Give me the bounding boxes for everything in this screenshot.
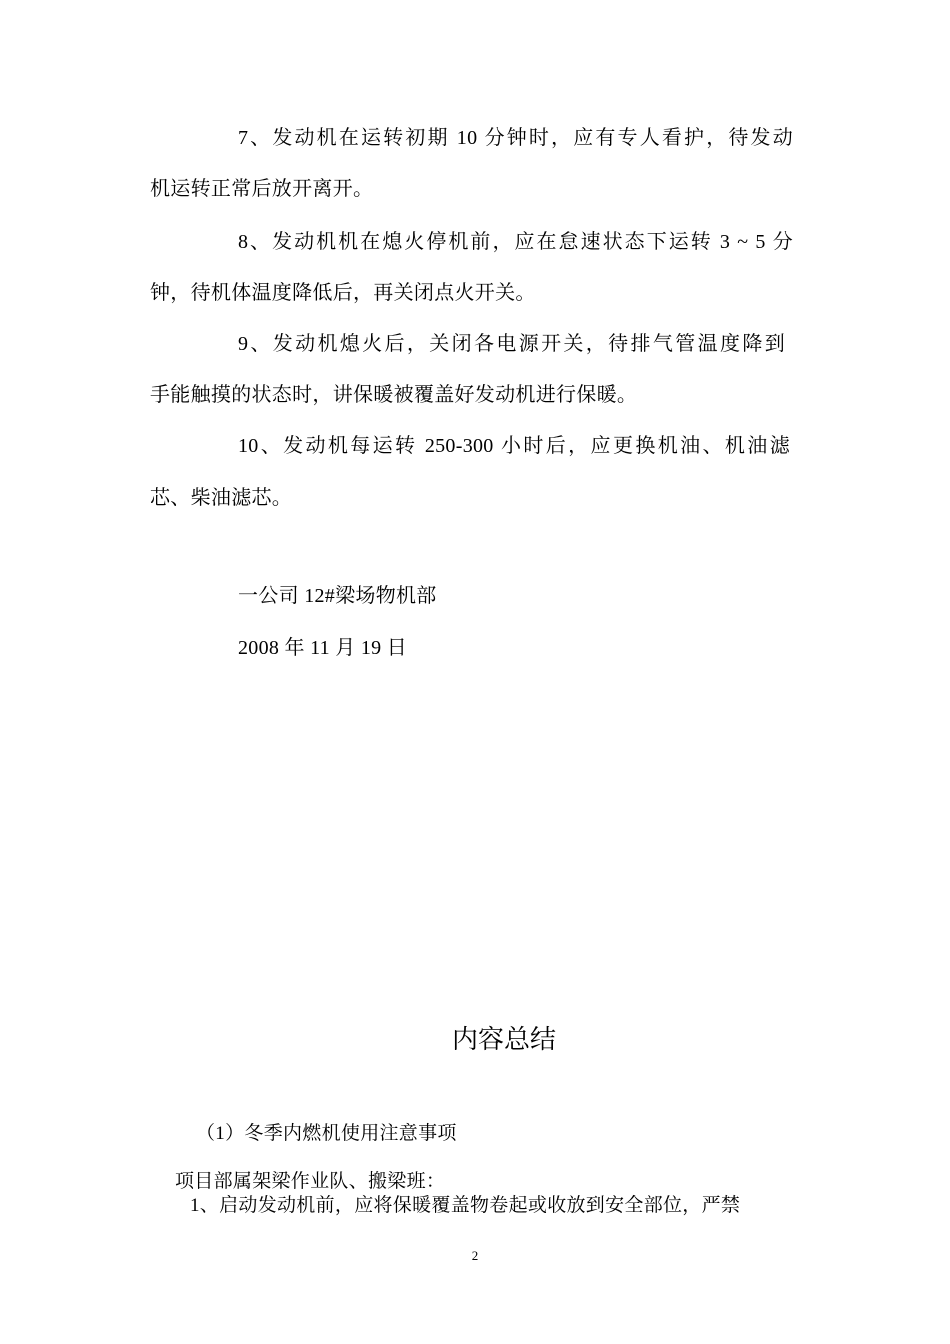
page-number: 2 [471, 1248, 479, 1263]
item-10-line-2: 芯、柴油滤芯。 [150, 487, 293, 509]
item-9-line-1: 9、发动机熄火后，关闭各电源开关，待排气管温度降到 [238, 333, 785, 355]
item-8-line-1: 8、发动机机在熄火停机前，应在怠速状态下运转 3 ~ 5 分 [238, 231, 793, 253]
summary-heading: （1）冬季内燃机使用注意事项 [196, 1123, 457, 1144]
item-9-line-2: 手能触摸的状态时，讲保暖被覆盖好发动机进行保暖。 [150, 384, 638, 406]
item-7-line-2: 机运转正常后放开离开。 [150, 178, 374, 200]
item-8-line-2: 钟，待机体温度降低后，再关闭点火开关。 [150, 282, 536, 304]
summary-title: 内容总结 [451, 1025, 556, 1054]
summary-recipients: 项目部属架梁作业队、搬梁班： [175, 1171, 446, 1192]
item-7-line-1: 7、发动机在运转初期 10 分钟时，应有专人看护，待发动 [238, 127, 793, 149]
summary-item-1: 1、启动发动机前，应将保暖覆盖物卷起或收放到安全部位，严禁 [190, 1195, 741, 1216]
item-10-line-1: 10、发动机每运转 250-300 小时后，应更换机油、机油滤 [238, 435, 790, 457]
signature-date: 2008 年 11 月 19 日 [238, 637, 408, 659]
signature-organization: 一公司 12#梁场物机部 [238, 585, 437, 607]
